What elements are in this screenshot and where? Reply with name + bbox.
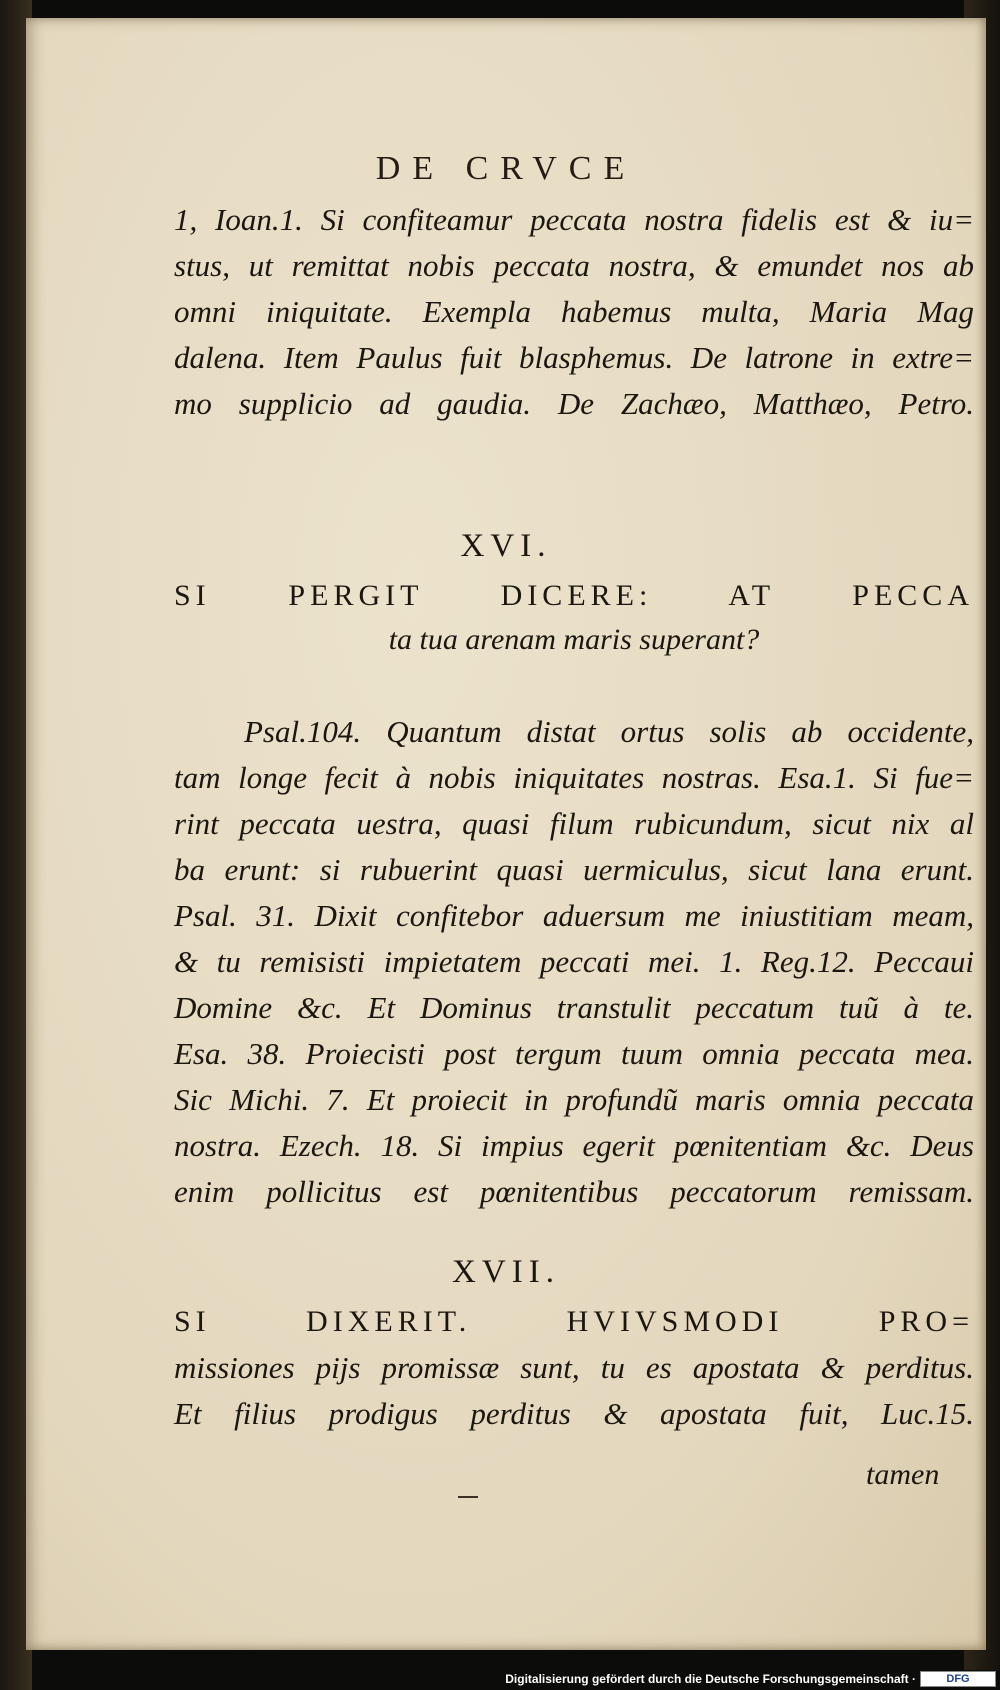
section-heading-xvi-cont: ta tua arenam maris superant? xyxy=(388,623,760,656)
book-page xyxy=(26,18,986,1650)
paragraph-line: Domine &c. Et Dominus transtulit peccatum tuũ à te. xyxy=(174,990,974,1025)
paragraph-line: dalena. Item Paulus fuit blasphemus. De latrone in extre= xyxy=(174,340,974,375)
running-head: DE CRVCE xyxy=(375,150,637,187)
paragraph-line: 1, Ioan.1. Si confiteamur peccata nostra fidelis est & iu= xyxy=(174,202,974,237)
paragraph-line: stus, ut remittat nobis peccata nostra, & emundet nos ab xyxy=(174,248,974,283)
paragraph-line: & tu remisisti impietatem peccati mei. 1. Reg.12. Peccaui xyxy=(174,944,974,979)
paragraph-line: ba erunt: si rubuerint quasi uermiculus, sicut lana erunt. xyxy=(174,852,974,887)
paragraph-line: rint peccata uestra, quasi filum rubicundum, sicut nix al xyxy=(174,806,974,841)
page-mark xyxy=(458,1496,478,1498)
paragraph-line: enim pollicitus est pœnitentibus peccatorum remissam. xyxy=(174,1174,974,1209)
section-heading-xvii: SI DIXERIT. HVIVSMODI PRO= xyxy=(174,1305,974,1338)
paragraph-line: Et filius prodigus perditus & apostata fuit, Luc.15. xyxy=(174,1396,974,1431)
catchword: tamen xyxy=(866,1458,940,1491)
paragraph-line: Sic Michi. 7. Et proiecit in profundũ maris omnia peccata xyxy=(174,1082,974,1117)
paragraph-line: missiones pijs promissæ sunt, tu es apostata & perditus. xyxy=(174,1350,974,1385)
paragraph-line: Esa. 38. Proiecisti post tergum tuum omnia peccata mea. xyxy=(174,1036,974,1071)
paragraph-line: mo supplicio ad gaudia. De Zachæo, Matthæo, Petro. xyxy=(174,386,974,421)
section-number-xvii: XVII. xyxy=(452,1254,560,1290)
section-number-xvi: XVI. xyxy=(460,528,552,564)
paragraph-line: tam longe fecit à nobis iniquitates nostras. Esa.1. Si fue= xyxy=(174,760,974,795)
paragraph-line: nostra. Ezech. 18. Si impius egerit pœnitentiam &c. Deus xyxy=(174,1128,974,1163)
paragraph-line: omni iniquitate. Exempla habemus multa, Maria Mag xyxy=(174,294,974,329)
paragraph-line: Psal.104. Quantum distat ortus solis ab occidente, xyxy=(244,714,974,749)
paragraph-line: Psal. 31. Dixit confitebor aduersum me iniustitiam meam, xyxy=(174,898,974,933)
dfg-logo: DFG xyxy=(920,1671,996,1687)
digitization-credit: Digitalisierung gefördert durch die Deutsche Forschungsgemeinschaft · xyxy=(505,1672,916,1686)
section-heading-xvi: SI PERGIT DICERE: AT PECCA xyxy=(174,579,974,612)
